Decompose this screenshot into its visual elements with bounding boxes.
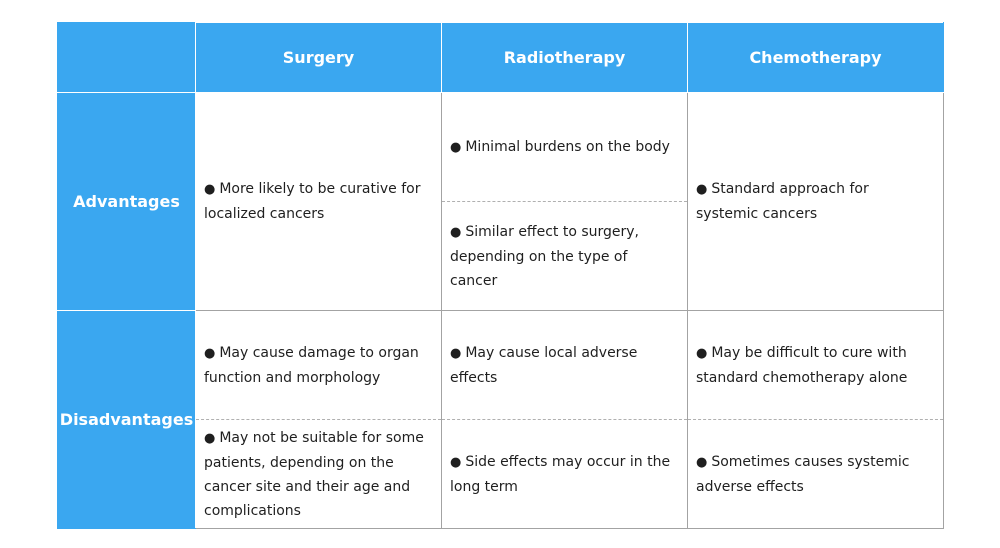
- item-text: Standard approach for systemic cancers: [696, 181, 869, 222]
- bullet-icon: ●: [204, 345, 216, 361]
- cell-advantages-surgery: [196, 93, 442, 311]
- header-corner: [58, 23, 196, 93]
- item-text: May not be suitable for some patients, depending on the cancer site and their age and complications: [204, 429, 424, 519]
- cell-disadvantages-surgery: [196, 311, 442, 529]
- header-radiotherapy: Radiotherapy: [442, 23, 688, 93]
- cell-disadvantages-chemotherapy: [688, 311, 944, 529]
- header-row: [58, 23, 944, 93]
- item-text: Sometimes causes systemic adverse effects: [696, 453, 910, 495]
- row-label-advantages: Advantages: [58, 93, 196, 311]
- list-item: [442, 311, 687, 419]
- advantages-row: [58, 93, 944, 311]
- bullet-icon: ●: [450, 139, 462, 155]
- cell-advantages-chemotherapy: [688, 93, 944, 311]
- item-text: Side effects may occur in the long term: [450, 453, 671, 495]
- disadvantages-row: [58, 311, 944, 529]
- list-item: [442, 93, 687, 201]
- item-text: May cause local adverse effects: [450, 344, 638, 386]
- item-text: May be difficult to cure with standard chemotherapy alone: [696, 344, 908, 386]
- list-item: [442, 201, 687, 310]
- cell-advantages-radiotherapy: [442, 93, 688, 311]
- list-item: [688, 419, 943, 528]
- bullet-icon: ●: [450, 224, 462, 240]
- bullet-icon: ●: [696, 345, 708, 361]
- bullet-icon: ●: [696, 182, 708, 197]
- header-surgery: Surgery: [196, 23, 442, 93]
- list-item: [196, 419, 441, 528]
- bullet-icon: ●: [204, 430, 216, 446]
- bullet-icon: ●: [450, 454, 462, 470]
- list-item: [196, 93, 441, 310]
- cell-disadvantages-radiotherapy: [442, 311, 688, 529]
- item-text: Minimal burdens on the body: [465, 138, 670, 155]
- bullet-icon: ●: [450, 345, 462, 361]
- header-chemotherapy: Chemotherapy: [688, 23, 944, 93]
- bullet-icon: ●: [204, 182, 216, 197]
- list-item: [442, 419, 687, 528]
- list-item: [688, 93, 943, 310]
- row-label-disadvantages: Disadvantages: [58, 311, 196, 529]
- list-item: [196, 311, 441, 419]
- item-text: Similar effect to surgery, depending on the type of cancer: [450, 223, 640, 289]
- item-text: More likely to be curative for localized cancers: [204, 181, 421, 222]
- comparison-table: [57, 22, 944, 529]
- item-text: May cause damage to organ function and morphology: [204, 344, 419, 386]
- bullet-icon: ●: [696, 454, 708, 470]
- list-item: [688, 311, 943, 419]
